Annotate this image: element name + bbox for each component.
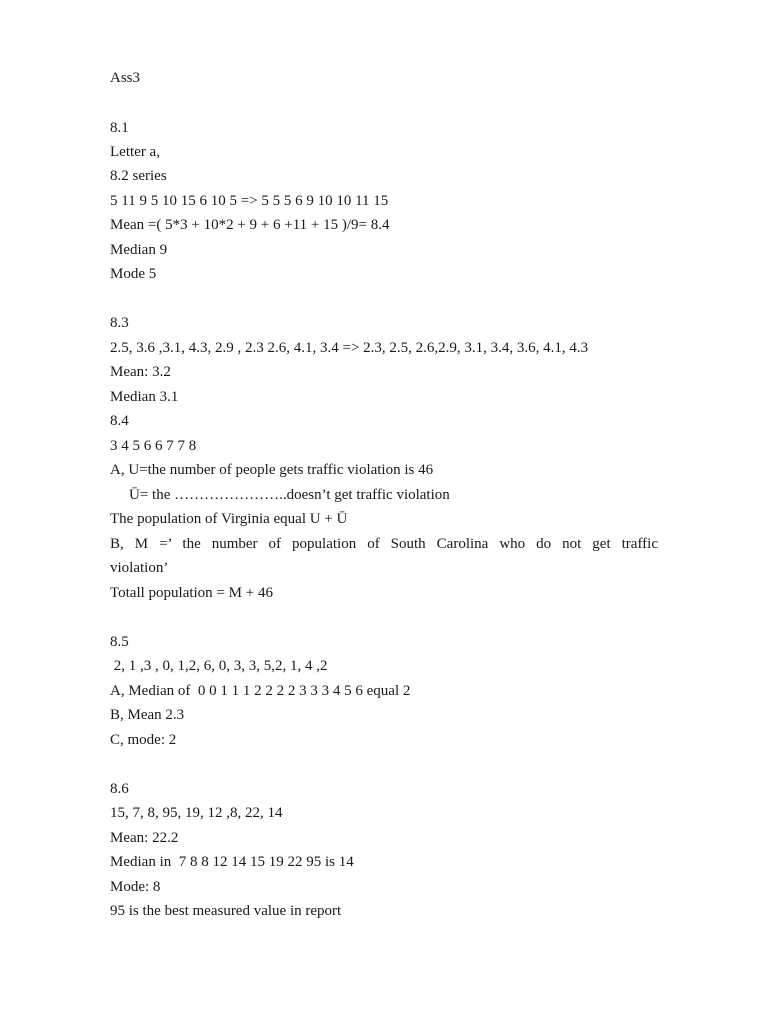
section-8-3-median: Median 3.1 xyxy=(110,389,179,405)
section-8-1-heading: 8.1 xyxy=(110,120,129,136)
section-8-6-data: 15, 7, 8, 95, 19, 12 ,8, 22, 14 xyxy=(110,805,283,821)
section-8-4-line-ubar: Ū= the …………………..doesn’t get traffic violation xyxy=(129,487,450,503)
section-8-3-heading: 8.3 xyxy=(110,315,129,331)
section-8-4-line-b-continued: violation’ xyxy=(110,560,169,576)
section-8-5-line-a: A, Median of 0 0 1 1 1 2 2 2 2 3 3 3 4 5 6 equal 2 xyxy=(110,683,411,699)
section-8-5-heading: 8.5 xyxy=(110,634,129,650)
section-8-5-line-b: B, Mean 2.3 xyxy=(110,707,185,723)
section-8-6-mode: Mode: 8 xyxy=(110,879,161,895)
section-8-2-heading: 8.2 series xyxy=(110,168,167,184)
section-8-6-median: Median in 7 8 8 12 14 15 19 22 95 is 14 xyxy=(110,854,354,870)
section-8-4-population: The population of Virginia equal U + Ū xyxy=(110,511,348,527)
section-8-3-mean: Mean: 3.2 xyxy=(110,364,171,380)
section-8-4-line-a: A, U=the number of people gets traffic violation is 46 xyxy=(110,462,434,478)
section-8-5-data: 2, 1 ,3 , 0, 1,2, 6, 0, 3, 3, 5,2, 1, 4 ,2 xyxy=(110,658,328,674)
section-8-2-mean: Mean =( 5*3 + 10*2 + 9 + 6 +11 + 15 )/9= 8.4 xyxy=(110,217,390,233)
section-8-6-conclusion: 95 is the best measured value in report xyxy=(110,903,342,919)
section-8-2-median: Median 9 xyxy=(110,242,168,258)
section-8-1-answer: Letter a, xyxy=(110,144,160,160)
document-title: Ass3 xyxy=(110,70,141,86)
section-8-6-heading: 8.6 xyxy=(110,781,129,797)
section-8-2-data: 5 11 9 5 10 15 6 10 5 => 5 5 5 6 9 10 10 11 15 xyxy=(110,193,389,209)
section-8-2-mode: Mode 5 xyxy=(110,266,157,282)
section-8-4-data: 3 4 5 6 6 7 7 8 xyxy=(110,438,197,454)
section-8-6-mean: Mean: 22.2 xyxy=(110,830,179,846)
section-8-4-heading: 8.4 xyxy=(110,413,129,429)
section-8-4-total: Totall population = M + 46 xyxy=(110,585,273,601)
section-8-5-line-c: C, mode: 2 xyxy=(110,732,177,748)
section-8-3-data: 2.5, 3.6 ,3.1, 4.3, 2.9 , 2.3 2.6, 4.1, 3.4 => 2.3, 2.5, 2.6,2.9, 3.1, 3.4, 3.6, 4.1, 4.3 xyxy=(110,340,589,356)
section-8-4-line-b: B, M =’ the number of population of South Carolina who do not get traffic xyxy=(110,536,658,552)
